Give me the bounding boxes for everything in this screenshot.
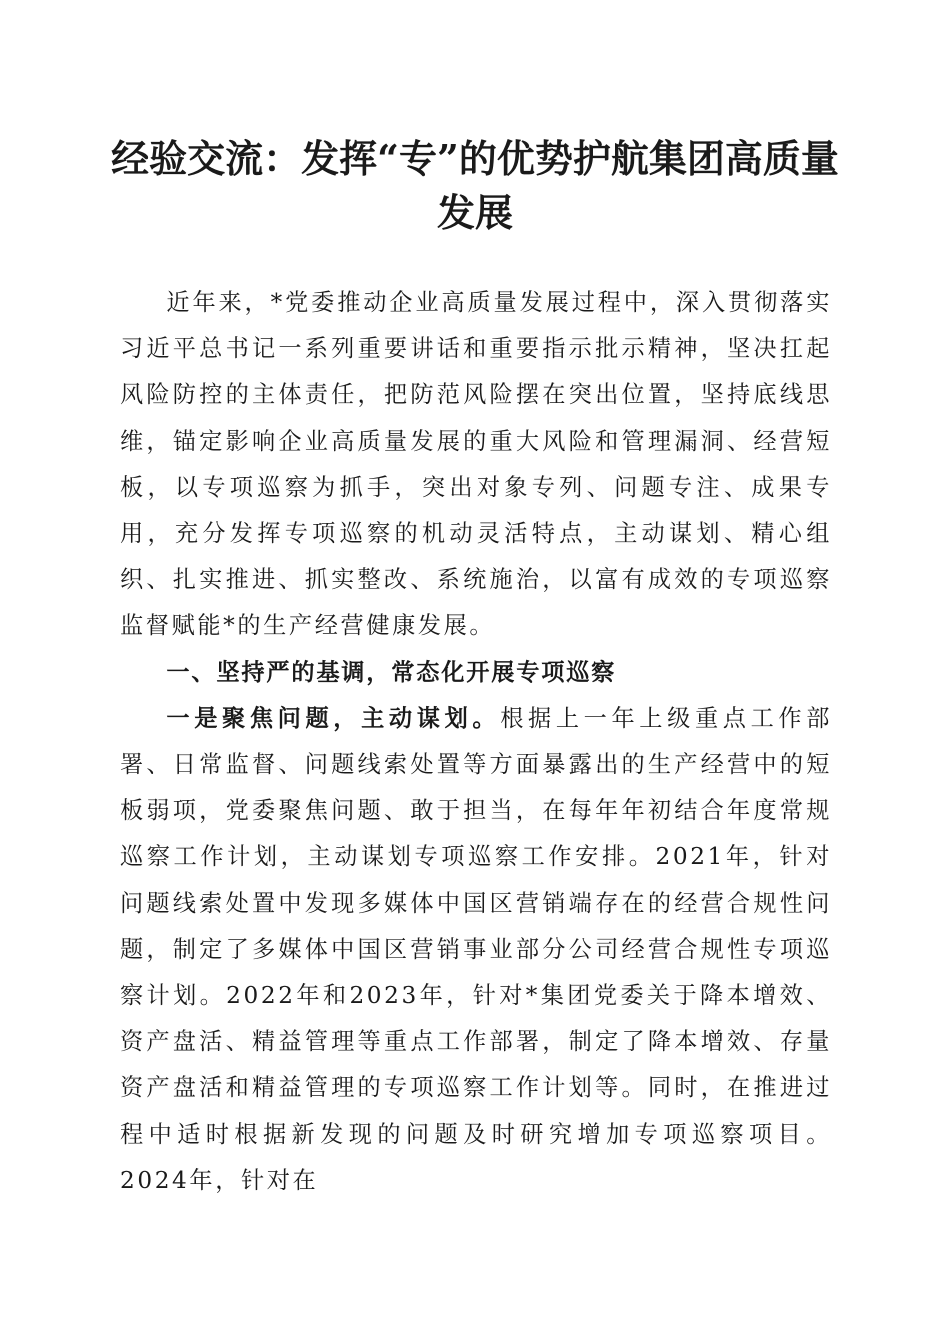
document-body — [120, 280, 832, 1204]
paragraph-lead: 一是聚焦问题，主动谋划。 — [166, 704, 501, 732]
intro-paragraph: 近年来，*党委推动企业高质量发展过程中，深入贯彻落实习近平总书记一系列重要讲话和重要指示批示精神，坚决扛起风险防控的主体责任，把防范风险摆在突出位置，坚持底线思维，锚定影响企业高质量发展的重大风险和管理漏洞、经营短板，以专项巡察为抓手，突出对象专列、问题专注、成果专用，充分发挥专项巡察的机动灵活特点，主动谋划、精心组织、扎实推进、抓实整改、系统施治，以富有成效的专项巡察监督赋能*的生产经营健康发展。 — [120, 289, 832, 640]
paragraph-body: 根据上一年上级重点工作部署、日常监督、问题线索处置等方面暴露出的生产经营中的短板弱项，党委聚焦问题、敢于担当，在每年年初结合年度常规巡察工作计划，主动谋划专项巡察工作安排。2021年，针对问题线索处置中发现多媒体中国区营销端存在的经营合规性问题，制定了多媒体中国区营销事业部分公司经营合规性专项巡察计划。2022年和2023年，针对*集团党委关于降本增效、资产盘活、精益管理等重点工作部署，制定了降本增效、存量资产盘活和精益管理的专项巡察工作计划等。同时，在推进过程中适时根据新发现的问题及时研究增加专项巡察项目。2024年，针对在 — [120, 704, 833, 1194]
section-paragraph — [120, 696, 832, 1204]
page-title: 经验交流：发挥“专”的优势护航集团高质量发展 — [111, 136, 839, 235]
section-heading: 一、坚持严的基调，常态化开展专项巡察 — [166, 658, 617, 686]
